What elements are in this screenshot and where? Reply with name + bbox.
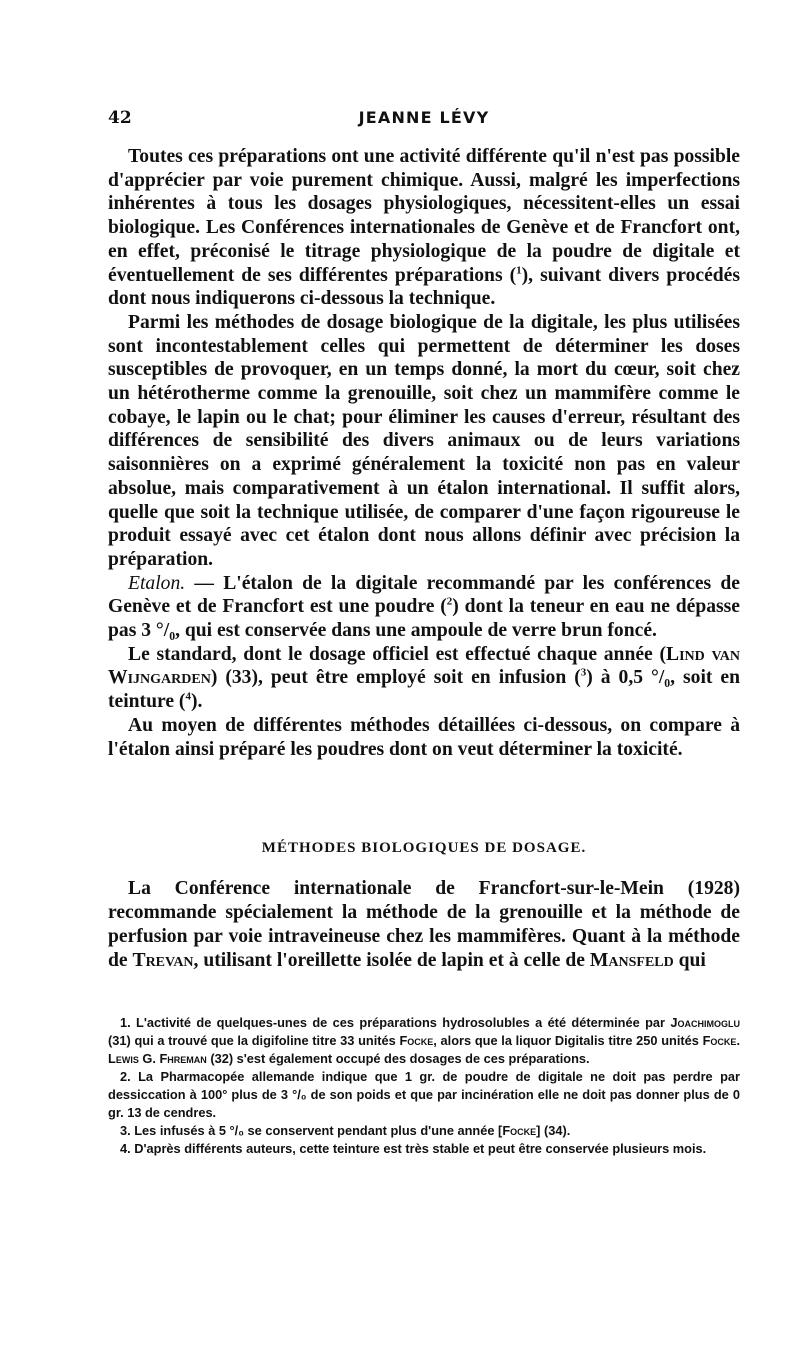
footnote-ref-4: 4 bbox=[185, 690, 191, 703]
section-text bbox=[108, 877, 740, 973]
section-heading: MÉTHODES BIOLOGIQUES DE DOSAGE. bbox=[261, 840, 587, 856]
main-text bbox=[108, 145, 740, 761]
footnote-ref-2: 2 bbox=[446, 595, 453, 608]
paragraph-2: Parmi les méthodes de dosage biologique de la digitale, les plus utilisées sont incontestablement celles qui permettent de déterminer les doses susceptibles de provoquer, en un temps donné, la mort du cœur, soit chez un hétérotherme comme la grenouille, soit chez un mammifère comme le cobaye, le lapin ou le chat; pour éliminer les causes d'erreur, résultant des différences de sensibilité des divers animaux ou de leurs variations saisonnières on a exprimé généralement la toxicité non pas en valeur absolue, mais comparativement à un étalon international. Il suffit alors, quelle que soit la technique utilisée, de comparer d'une façon rigoureuse le produit essayé avec cet étalon dont nous allons définir avec précision la préparation. bbox=[108, 311, 740, 570]
footnote-4: 4. D'après différents auteurs, cette teinture est très stable et peut être conservée plusieurs mois. bbox=[120, 1141, 707, 1156]
author-name: Joachimoglu bbox=[670, 1015, 740, 1030]
author-name: Lind van Wijngarden bbox=[108, 643, 740, 689]
author-name: Focke bbox=[502, 1123, 537, 1138]
footnote-ref-1: 1 bbox=[516, 263, 522, 276]
footnote-3: 3. Les infusés à 5 °/₀ se conservent pendant plus d'une année [Focke] (34). bbox=[120, 1123, 571, 1138]
author-name: Mansfeld bbox=[589, 950, 674, 971]
paragraph-1: Toutes ces préparations ont une activité différente qu'il n'est pas possible d'apprécier par voie purement chimique. Aussi, malgré les imperfections inhérentes à tous les dosages physiologiques, nécessitent-elles un essai biologique. Les Conférences internationales de Genève et de Francfort ont, en effet, préconisé le titrage physiologique de la poudre de digitale et éventuellement de ses différentes préparations ($^1$), suivant divers procédés dont nous indiquerons ci-dessous la technique. bbox=[108, 146, 740, 310]
author-name: Lewis G. Fhreman bbox=[108, 1051, 207, 1066]
section-paragraph-1: La Conférence internationale de Francfort-sur-le-Mein (1928) recommande spécialement la méthode de la grenouille et la méthode de perfusion par voie intraveineuse chez les mammifères. Quant à la méthode de Trevan, utilisant l'oreillette isolée de lapin et à celle de Mansfeld qui bbox=[108, 878, 740, 971]
running-title: JEANNE LÉVY bbox=[358, 108, 490, 127]
paragraph-5: Au moyen de différentes méthodes détaillées ci-dessous, on compare à l'étalon ainsi préparé les poudres dont on veut déterminer la toxicité. bbox=[108, 714, 740, 760]
paragraph-etalon: Etalon. — L'étalon de la digitale recommandé par les conférences de Genève et de Francfort est une poudre ($^2$) dont la teneur en eau ne dépasse pas 3 °/₀, qui est conservée dans une ampoule de verre brun foncé. bbox=[108, 572, 740, 642]
page-number: 42 bbox=[108, 108, 132, 128]
paragraph-standard: Le standard, dont le dosage officiel est effectué chaque année (Lind van Wijngarden) (33), peut être employé soit en infusion ($^3$) à 0,5 °/₀, soit en teinture ($^4$). bbox=[108, 643, 741, 713]
etalon-label: Etalon. bbox=[128, 572, 186, 594]
footnote-ref-3: 3 bbox=[580, 666, 587, 679]
author-name: Trevan bbox=[132, 950, 194, 971]
author-name: Focke bbox=[702, 1033, 737, 1048]
footnotes bbox=[108, 1014, 740, 1158]
footnote-1: 1. L'activité de quelques-unes de ces préparations hydrosolubles a été déterminée par Joachimoglu (31) qui a trouvé que la digifoline titre 33 unités Focke, alors que la liquor Digitalis titre 250 unités Focke. Lewis G. Fhreman (32) s'est également occupé des dosages de ces préparations. bbox=[108, 1015, 740, 1066]
page-header bbox=[108, 108, 740, 136]
author-name: Focke bbox=[399, 1033, 434, 1048]
footnote-2: 2. La Pharmacopée allemande indique que 1 gr. de poudre de digitale ne doit pas perdre par dessiccation à 100° plus de 3 °/₀ de son poids et que par incinération elle ne doit pas donner plus de 0 gr. 13 de cendres. bbox=[108, 1069, 740, 1120]
